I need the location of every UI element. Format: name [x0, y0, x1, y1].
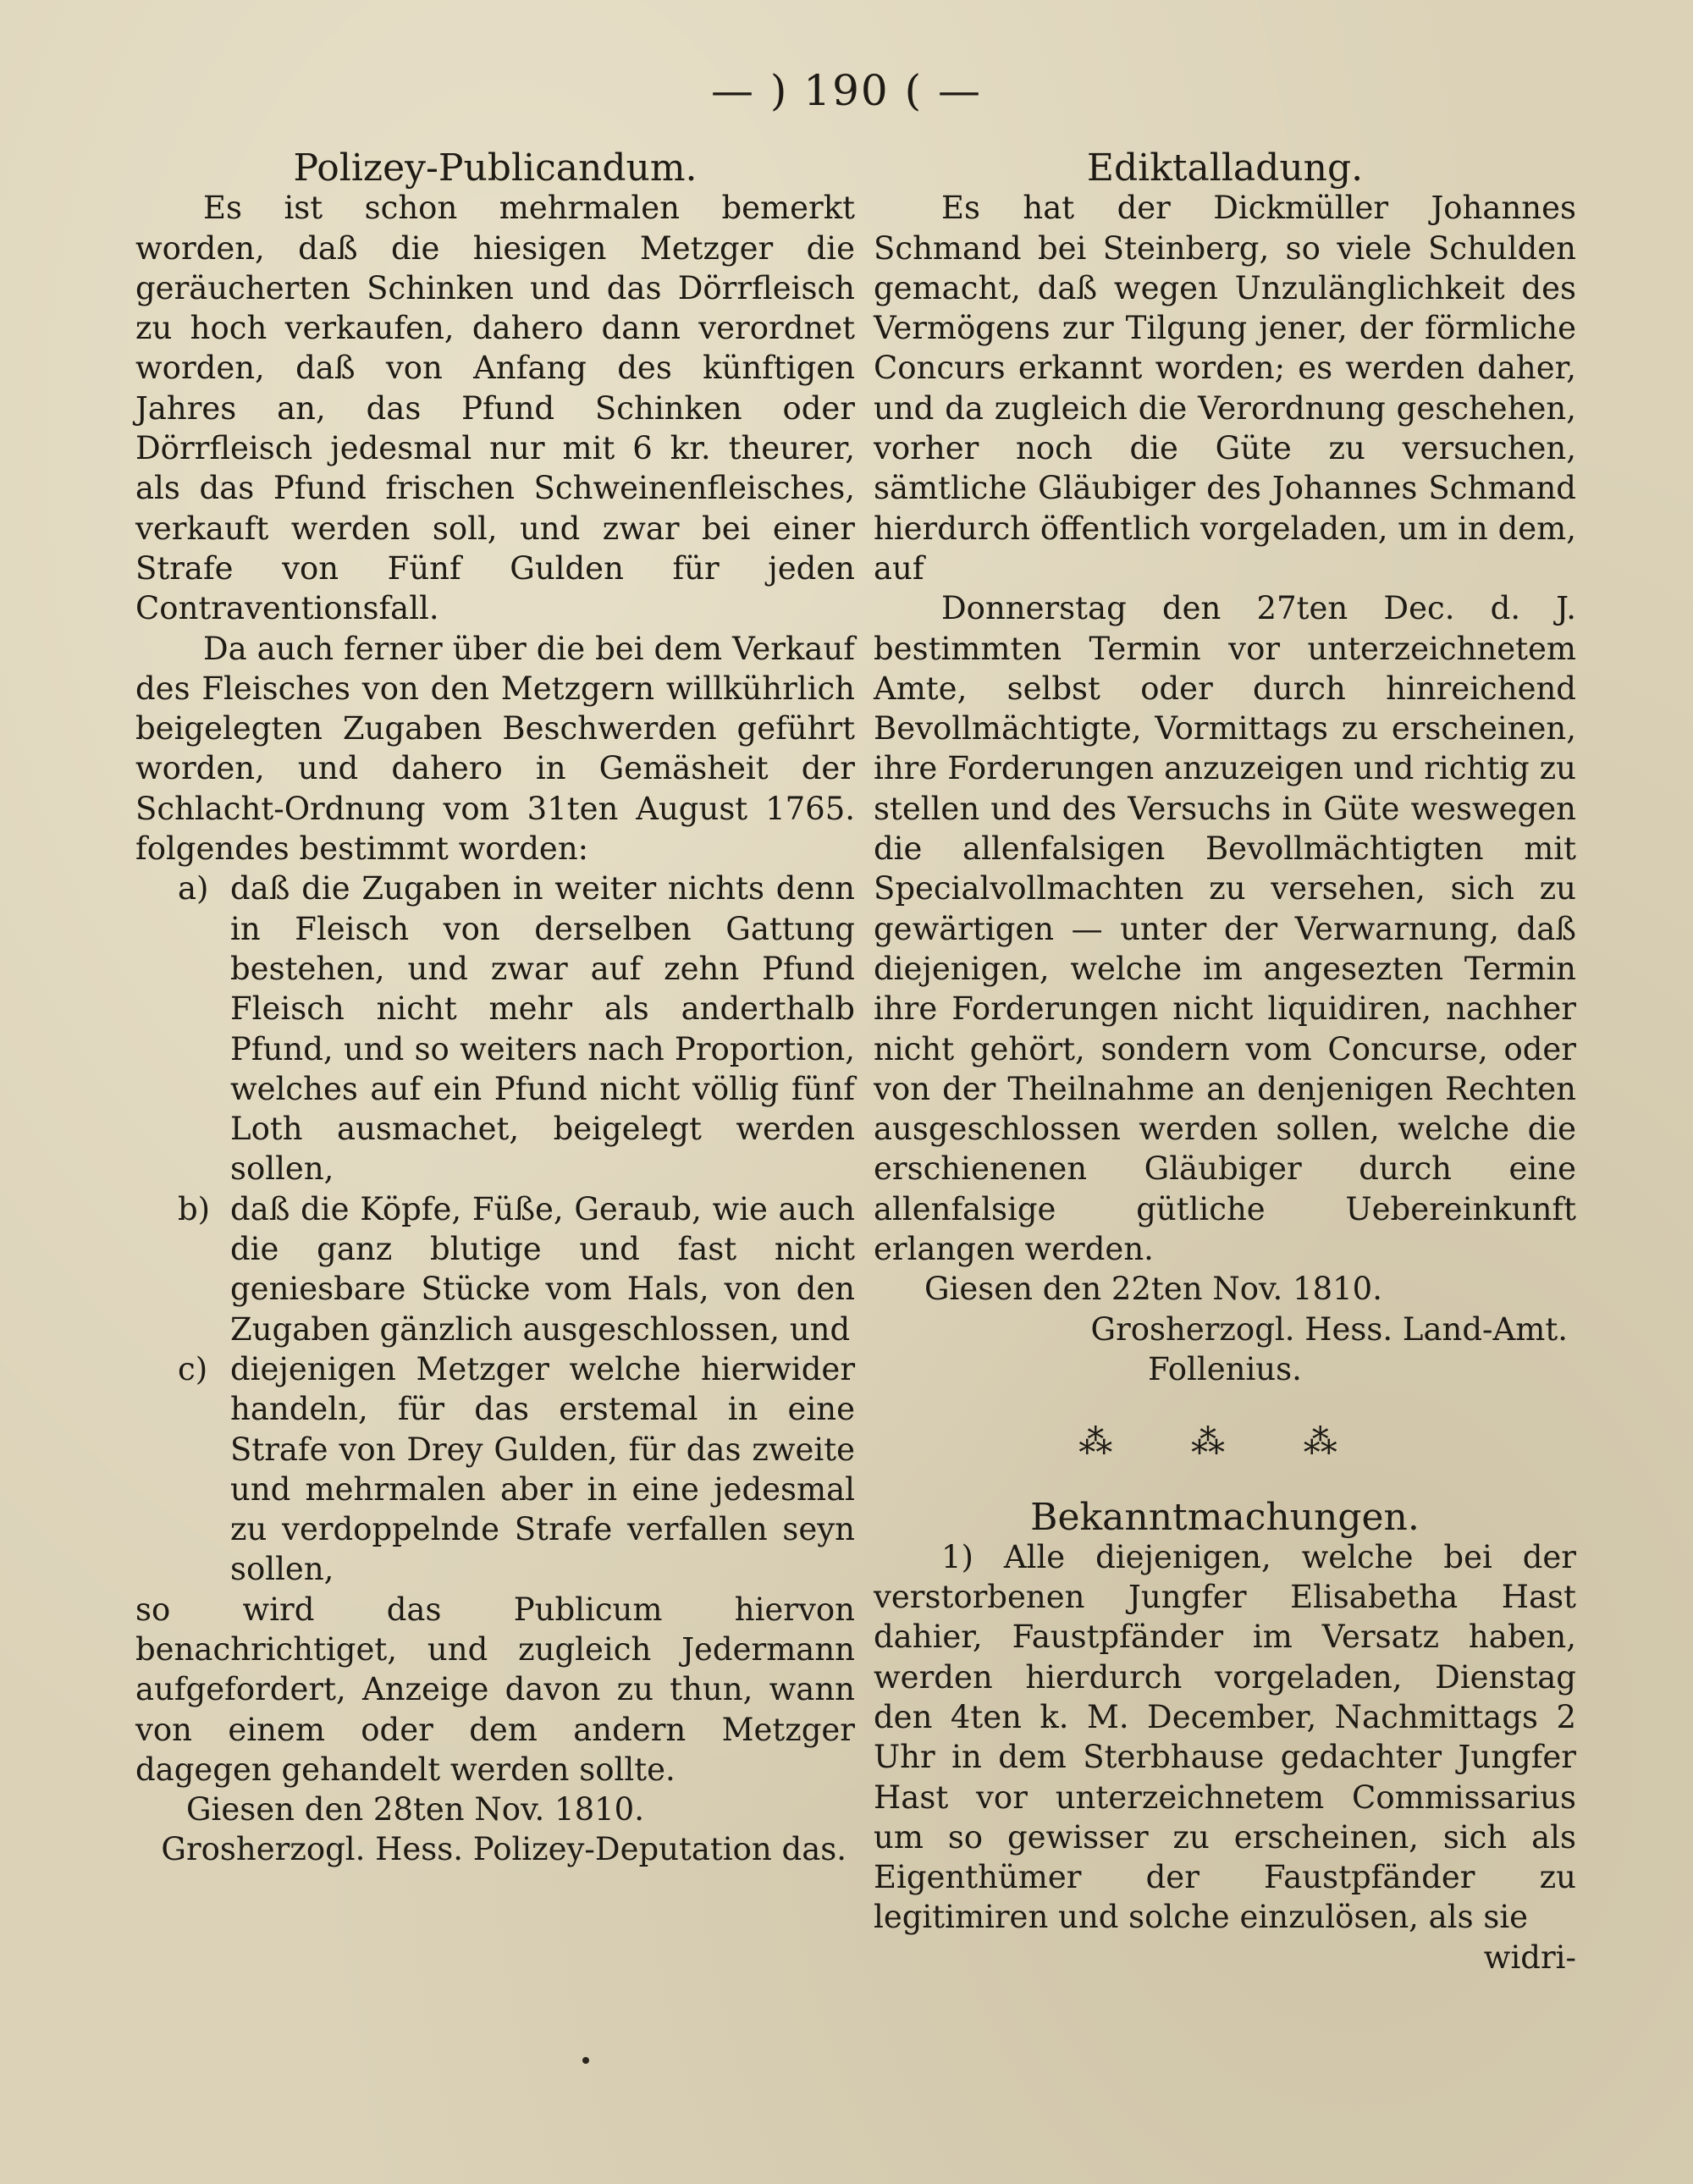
catchword: widri-	[1483, 1939, 1576, 1976]
list-marker: c)	[178, 1350, 208, 1387]
asterism-divider: ⁂ ⁂ ⁂	[1078, 1423, 1371, 1463]
list-item-text: daß die Zugaben in weiter nichts denn in Fleisch von derselben Gattung bestehen, und zwar auf zehn Pfund Fleisch nicht mehr als anderthalb Pfund, und so weiters nach Proportion, welches auf ein Pfund nicht völlig fünf Loth ausmachet, beigelegt werden sollen,	[230, 870, 855, 1188]
page-number-header: — ) 190 ( —	[710, 66, 983, 115]
edict-summons-paragraph-1: Es hat der Dickmüller Johannes Schmand bei Steinberg, so viele Schulden gemacht, daß wegen Unzulänglichkeit des Vermögens zur Tilgung jener, der förmliche Concurs erkannt worden; es werden daher, und da zugleich die Verordnung geschehen, vorher noch die Güte zu versuchen, sämtliche Gläubiger des Johannes Schmand hierdurch öffentlich vorgeladen, um in dem, auf	[874, 190, 1576, 587]
list-item-text: diejenigen Metzger welche hierwider handeln, für das erstemal in eine Strafe von Drey Gulden, für das zweite und mehrmalen aber in eine jedesmal zu verdoppelnde Strafe verfallen seyn sollen,	[230, 1350, 855, 1588]
police-notice-paragraph-3: so wird das Publicum hiervon benachrichtiget, und zugleich Jedermann aufgefordert, Anzeige davon zu thun, wann von einem oder dem andern Metzger dagegen gehandelt werden sollte.	[135, 1591, 855, 1788]
regulation-list	[135, 869, 855, 1589]
list-marker: a)	[178, 870, 209, 907]
regulation-item-c	[135, 1349, 855, 1590]
list-marker: b)	[178, 1190, 211, 1227]
edict-summons-heading: Ediktalladung.	[1086, 146, 1364, 190]
right-column	[874, 148, 1576, 1977]
left-column	[135, 148, 855, 1870]
announcements-heading: Bekanntmachungen.	[1030, 1495, 1420, 1539]
edict-summons-signature-office: Grosherzogl. Hess. Land-Amt.	[1090, 1310, 1568, 1348]
police-notice-date: Giesen den 28ten Nov. 1810.	[186, 1791, 644, 1828]
edict-summons-paragraph-2: Donnerstag den 27ten Dec. d. J. bestimmten Termin vor unterzeichnetem Amte, selbst oder durch hinreichend Bevollmächtigte, Vormittags zu erscheinen, ihre Forderungen anzuzeigen und richtig zu stellen und des Versuchs in Güte weswegen die allenfalsigen Bevollmächtigten mit Specialvollmachten zu versehen, sich zu gewärtigen — unter der Verwarnung, daß diejenigen, welche im angesezten Termin ihre Forderungen nicht liquidiren, nachher nicht gehört, sondern vom Concurse, oder von der Theilnahme an denjenigen Rechten ausgeschlossen werden sollen, welche die erschienenen Gläubiger durch eine allenfalsige gütliche Uebereinkunft erlangen werden.	[874, 590, 1576, 1268]
police-notice-heading: Polizey-Publicandum.	[293, 146, 698, 190]
list-item-text: daß die Köpfe, Füße, Geraub, wie auch die ganz blutige und fast nicht geniesbare Stücke vom Hals, von den Zugaben gänzlich ausgeschlossen, und	[230, 1190, 855, 1348]
police-notice-paragraph-2: Da auch ferner über die bei dem Verkauf des Fleisches von den Metzgern willkührlich beigelegten Zugaben Beschwerden geführt worden, und dahero in Gemäsheit der Schlacht-Ordnung vom 31ten August 1765. folgendes bestimmt worden:	[135, 630, 855, 868]
police-notice-signature: Grosherzogl. Hess. Polizey-Deputation das.	[161, 1831, 846, 1868]
ink-dot	[582, 2057, 589, 2064]
regulation-item-b	[135, 1189, 855, 1349]
edict-summons-date: Giesen den 22ten Nov. 1810.	[924, 1271, 1382, 1308]
regulation-item-a	[135, 869, 855, 1189]
police-notice-paragraph-1: Es ist schon mehrmalen bemerkt worden, daß die hiesigen Metzger die geräucherten Schinken und das Dörrfleisch zu hoch verkaufen, dahero dann verordnet worden, daß von Anfang des künftigen Jahres an, das Pfund Schinken oder Dörrfleisch jedesmal nur mit 6 kr. theurer, als das Pfund frischen Schweinenfleisches, verkauft werden soll, und zwar bei einer Strafe von Fünf Gulden für jeden Contraventionsfall.	[135, 190, 855, 627]
edict-summons-signature-name: Follenius.	[1148, 1350, 1302, 1387]
announcements-paragraph-1: 1) Alle diejenigen, welche bei der verstorbenen Jungfer Elisabetha Hast dahier, Faustpfänder im Versatz haben, werden hierdurch vorgeladen, Dienstag den 4ten k. M. December, Nachmittags 2 Uhr in dem Sterbhause gedachter Jungfer Hast vor unterzeichnetem Commissarius um so gewisser zu erscheinen, sich als Eigenthümer der Faustpfänder zu legitimiren und solche einzulösen, als sie	[874, 1538, 1576, 1936]
